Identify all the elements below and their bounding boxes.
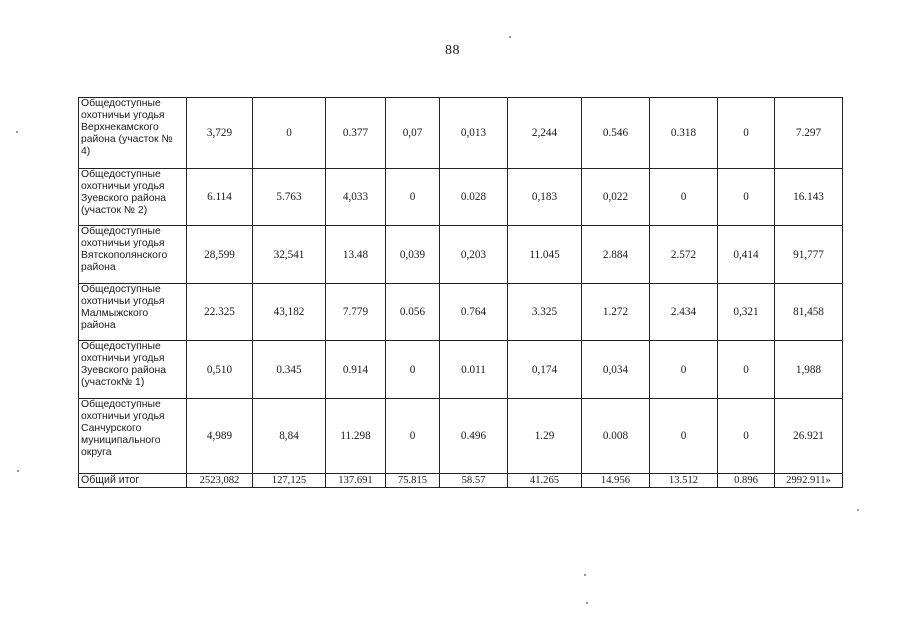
value-cell: 0,013 [440, 98, 508, 169]
value-cell: 6.114 [187, 169, 253, 226]
value-cell: 0 [386, 169, 440, 226]
table-row [79, 169, 843, 226]
total-value-cell: 41.265 [508, 474, 582, 488]
value-cell: 7.779 [326, 284, 386, 341]
value-cell: 91,777 [775, 226, 843, 284]
total-label: Общий итог [79, 474, 187, 488]
value-cell: 7.297 [775, 98, 843, 169]
value-cell: 16.143 [775, 169, 843, 226]
scan-speck [857, 509, 859, 511]
total-value-cell: 137.691 [326, 474, 386, 488]
value-cell: 32,541 [253, 226, 326, 284]
value-cell: 0 [386, 399, 440, 474]
total-value-cell: 0.896 [718, 474, 775, 488]
value-cell: 0 [650, 399, 718, 474]
value-cell: 11.298 [326, 399, 386, 474]
value-cell: 0.914 [326, 341, 386, 399]
value-cell: 13.48 [326, 226, 386, 284]
row-name-cell: Общедоступные охотничьи угодья Зуевского района (участок№ 1) [79, 341, 187, 399]
value-cell: 0,034 [582, 341, 650, 399]
row-name-cell: Общедоступные охотничьи угодья Верхнекамского района (участок № 4) [79, 98, 187, 169]
value-cell: 0.546 [582, 98, 650, 169]
value-cell: 0,183 [508, 169, 582, 226]
value-cell: 28,599 [187, 226, 253, 284]
total-value-cell: 13.512 [650, 474, 718, 488]
value-cell: 2.572 [650, 226, 718, 284]
total-value-cell: 2523,082 [187, 474, 253, 488]
value-cell: 1,988 [775, 341, 843, 399]
value-cell: 8,84 [253, 399, 326, 474]
value-cell: 0 [718, 399, 775, 474]
value-cell: 0,039 [386, 226, 440, 284]
page-number: 88 [445, 43, 460, 58]
data-table [78, 97, 843, 488]
total-value-cell: 75.815 [386, 474, 440, 488]
value-cell: 81,458 [775, 284, 843, 341]
value-cell: 0,414 [718, 226, 775, 284]
scan-speck [16, 131, 18, 133]
value-cell: 3,729 [187, 98, 253, 169]
value-cell: 0.011 [440, 341, 508, 399]
value-cell: 0.764 [440, 284, 508, 341]
value-cell: 0 [386, 341, 440, 399]
value-cell: 0 [253, 98, 326, 169]
value-cell: 0 [718, 169, 775, 226]
value-cell: 0.496 [440, 399, 508, 474]
total-value-cell: 58.57 [440, 474, 508, 488]
table-row [79, 399, 843, 474]
table-row [79, 98, 843, 169]
value-cell: 1.272 [582, 284, 650, 341]
value-cell: 3.325 [508, 284, 582, 341]
value-cell: 0,07 [386, 98, 440, 169]
value-cell: 0,022 [582, 169, 650, 226]
value-cell: 1.29 [508, 399, 582, 474]
total-value-cell: 127,125 [253, 474, 326, 488]
scan-speck [17, 470, 19, 472]
row-name-cell: Общедоступные охотничьи угодья Малмыжского района [79, 284, 187, 341]
value-cell: 2.884 [582, 226, 650, 284]
table-row [79, 341, 843, 399]
scan-speck [586, 602, 588, 604]
value-cell: 0.028 [440, 169, 508, 226]
value-cell: 0,321 [718, 284, 775, 341]
value-cell: 4,989 [187, 399, 253, 474]
row-name-cell: Общедоступные охотничьи угодья Санчурского муниципального округа [79, 399, 187, 474]
value-cell: 0.345 [253, 341, 326, 399]
total-value-cell: 14.956 [582, 474, 650, 488]
table-row [79, 284, 843, 341]
value-cell: 0 [718, 341, 775, 399]
value-cell: 0.318 [650, 98, 718, 169]
row-name-cell: Общедоступные охотничьи угодья Вятскополянского района [79, 226, 187, 284]
value-cell: 22.325 [187, 284, 253, 341]
value-cell: 2.434 [650, 284, 718, 341]
value-cell: 0,510 [187, 341, 253, 399]
value-cell: 11.045 [508, 226, 582, 284]
row-name-cell: Общедоступные охотничьи угодья Зуевского района (участок № 2) [79, 169, 187, 226]
value-cell: 0 [718, 98, 775, 169]
value-cell: 5.763 [253, 169, 326, 226]
value-cell: 0.056 [386, 284, 440, 341]
table-body [79, 98, 843, 488]
value-cell: 4,033 [326, 169, 386, 226]
scan-speck [509, 36, 511, 38]
value-cell: 0 [650, 341, 718, 399]
table-row [79, 226, 843, 284]
value-cell: 0 [650, 169, 718, 226]
scan-speck [584, 574, 586, 576]
value-cell: 0.008 [582, 399, 650, 474]
total-row [79, 474, 843, 488]
total-value-cell: 2992.911» [775, 474, 843, 488]
value-cell: 26.921 [775, 399, 843, 474]
value-cell: 2,244 [508, 98, 582, 169]
value-cell: 0,203 [440, 226, 508, 284]
value-cell: 0.377 [326, 98, 386, 169]
value-cell: 43,182 [253, 284, 326, 341]
value-cell: 0,174 [508, 341, 582, 399]
